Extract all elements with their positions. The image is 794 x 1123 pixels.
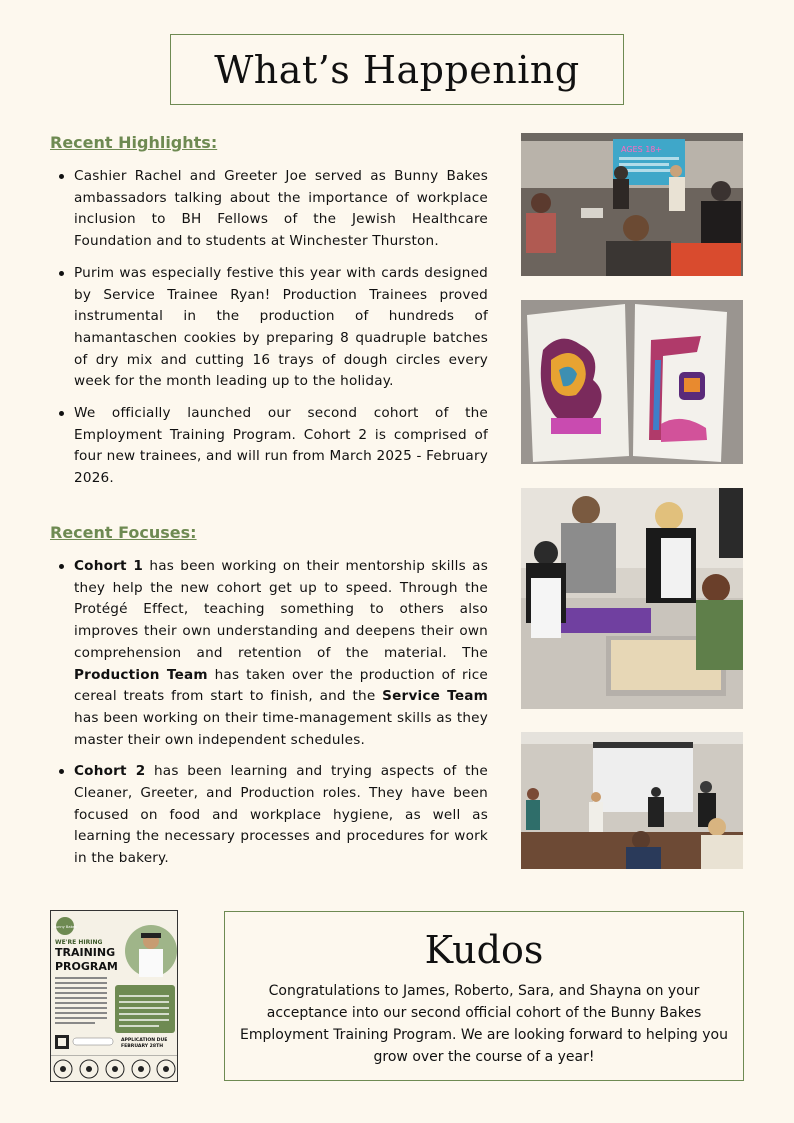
flyer-logo-text: Bunny Bakes: [53, 925, 77, 929]
list-item: [50, 556, 488, 751]
purim-cards-photo: [521, 300, 743, 464]
flyer-apply-title: APPLICATION DUE: [121, 1038, 168, 1043]
title-box: [170, 34, 624, 105]
list-item: [50, 761, 488, 870]
classroom-photo: [521, 732, 743, 869]
screen-text: AGES 18+: [621, 145, 663, 154]
flyer-hiring: WE'RE HIRING: [55, 939, 103, 946]
production-team-label: Production Team: [74, 666, 208, 683]
kudos-title: Kudos: [424, 928, 544, 972]
flyer-apply-date: FEBRUARY 28TH: [121, 1044, 164, 1049]
flyer-line1: TRAINING: [55, 946, 116, 959]
kudos-body: Congratulations to James, Roberto, Sara, and Shayna on your acceptance into our second official cohort of the Bunny Bakes Employment Training Program. We are looking forward to helping you grow over the course of a year!: [240, 983, 728, 1065]
recent-focuses-list: [50, 556, 488, 870]
list-item: Cashier Rachel and Greeter Joe served as Bunny Bakes ambassadors talking about the importance of workplace inclusion to BH Fellows of the Jewish Healthcare Foundation and to students at Winchester Thurston.: [50, 166, 488, 253]
body-text: has been learning and trying aspects of the Cleaner, Greeter, and Production roles. They have been focused on food and workplace hygiene, as well as learning the necessary processes and procedures for work in the bakery.: [74, 763, 488, 867]
kitchen-photo: [521, 488, 743, 709]
list-item: We officially launched our second cohort of the Employment Training Program. Cohort 2 is comprised of four new trainees, and will run from March 2025 - February 2026.: [50, 403, 488, 490]
recent-highlights-heading: Recent Highlights:: [50, 133, 218, 152]
body-text: has taken over the production of rice cereal treats from start to finish, and the: [74, 666, 488, 705]
cohort-2-label: Cohort 2: [74, 763, 146, 780]
presentation-photo: [521, 133, 743, 276]
recent-highlights-list: [50, 166, 488, 490]
service-team-label: Service Team: [382, 688, 488, 705]
body-text: has been working on their time-management skills as they master their own independent schedules.: [74, 709, 488, 748]
page-title: What’s Happening: [214, 47, 580, 92]
body-text: has been working on their mentorship skills as they help the new cohort get up to speed. Through the Protégé Effect, teaching something to others also improves their own understanding and deepens their own comprehension and retention of the material. The: [74, 558, 488, 661]
kudos-box: [224, 911, 744, 1081]
list-item: Purim was especially festive this year with cards designed by Service Trainee Ryan! Production Trainees proved instrumental in the production of hundreds of hamantaschen cookies by preparing 8 quadruple batches of dry mix and cutting 16 trays of dough circles every week for the month leading up to the holiday.: [50, 263, 488, 393]
recent-focuses-heading: Recent Focuses:: [50, 523, 197, 542]
training-program-flyer: [50, 910, 178, 1082]
cohort-1-label: Cohort 1: [74, 558, 144, 574]
flyer-line2: PROGRAM: [55, 960, 118, 973]
